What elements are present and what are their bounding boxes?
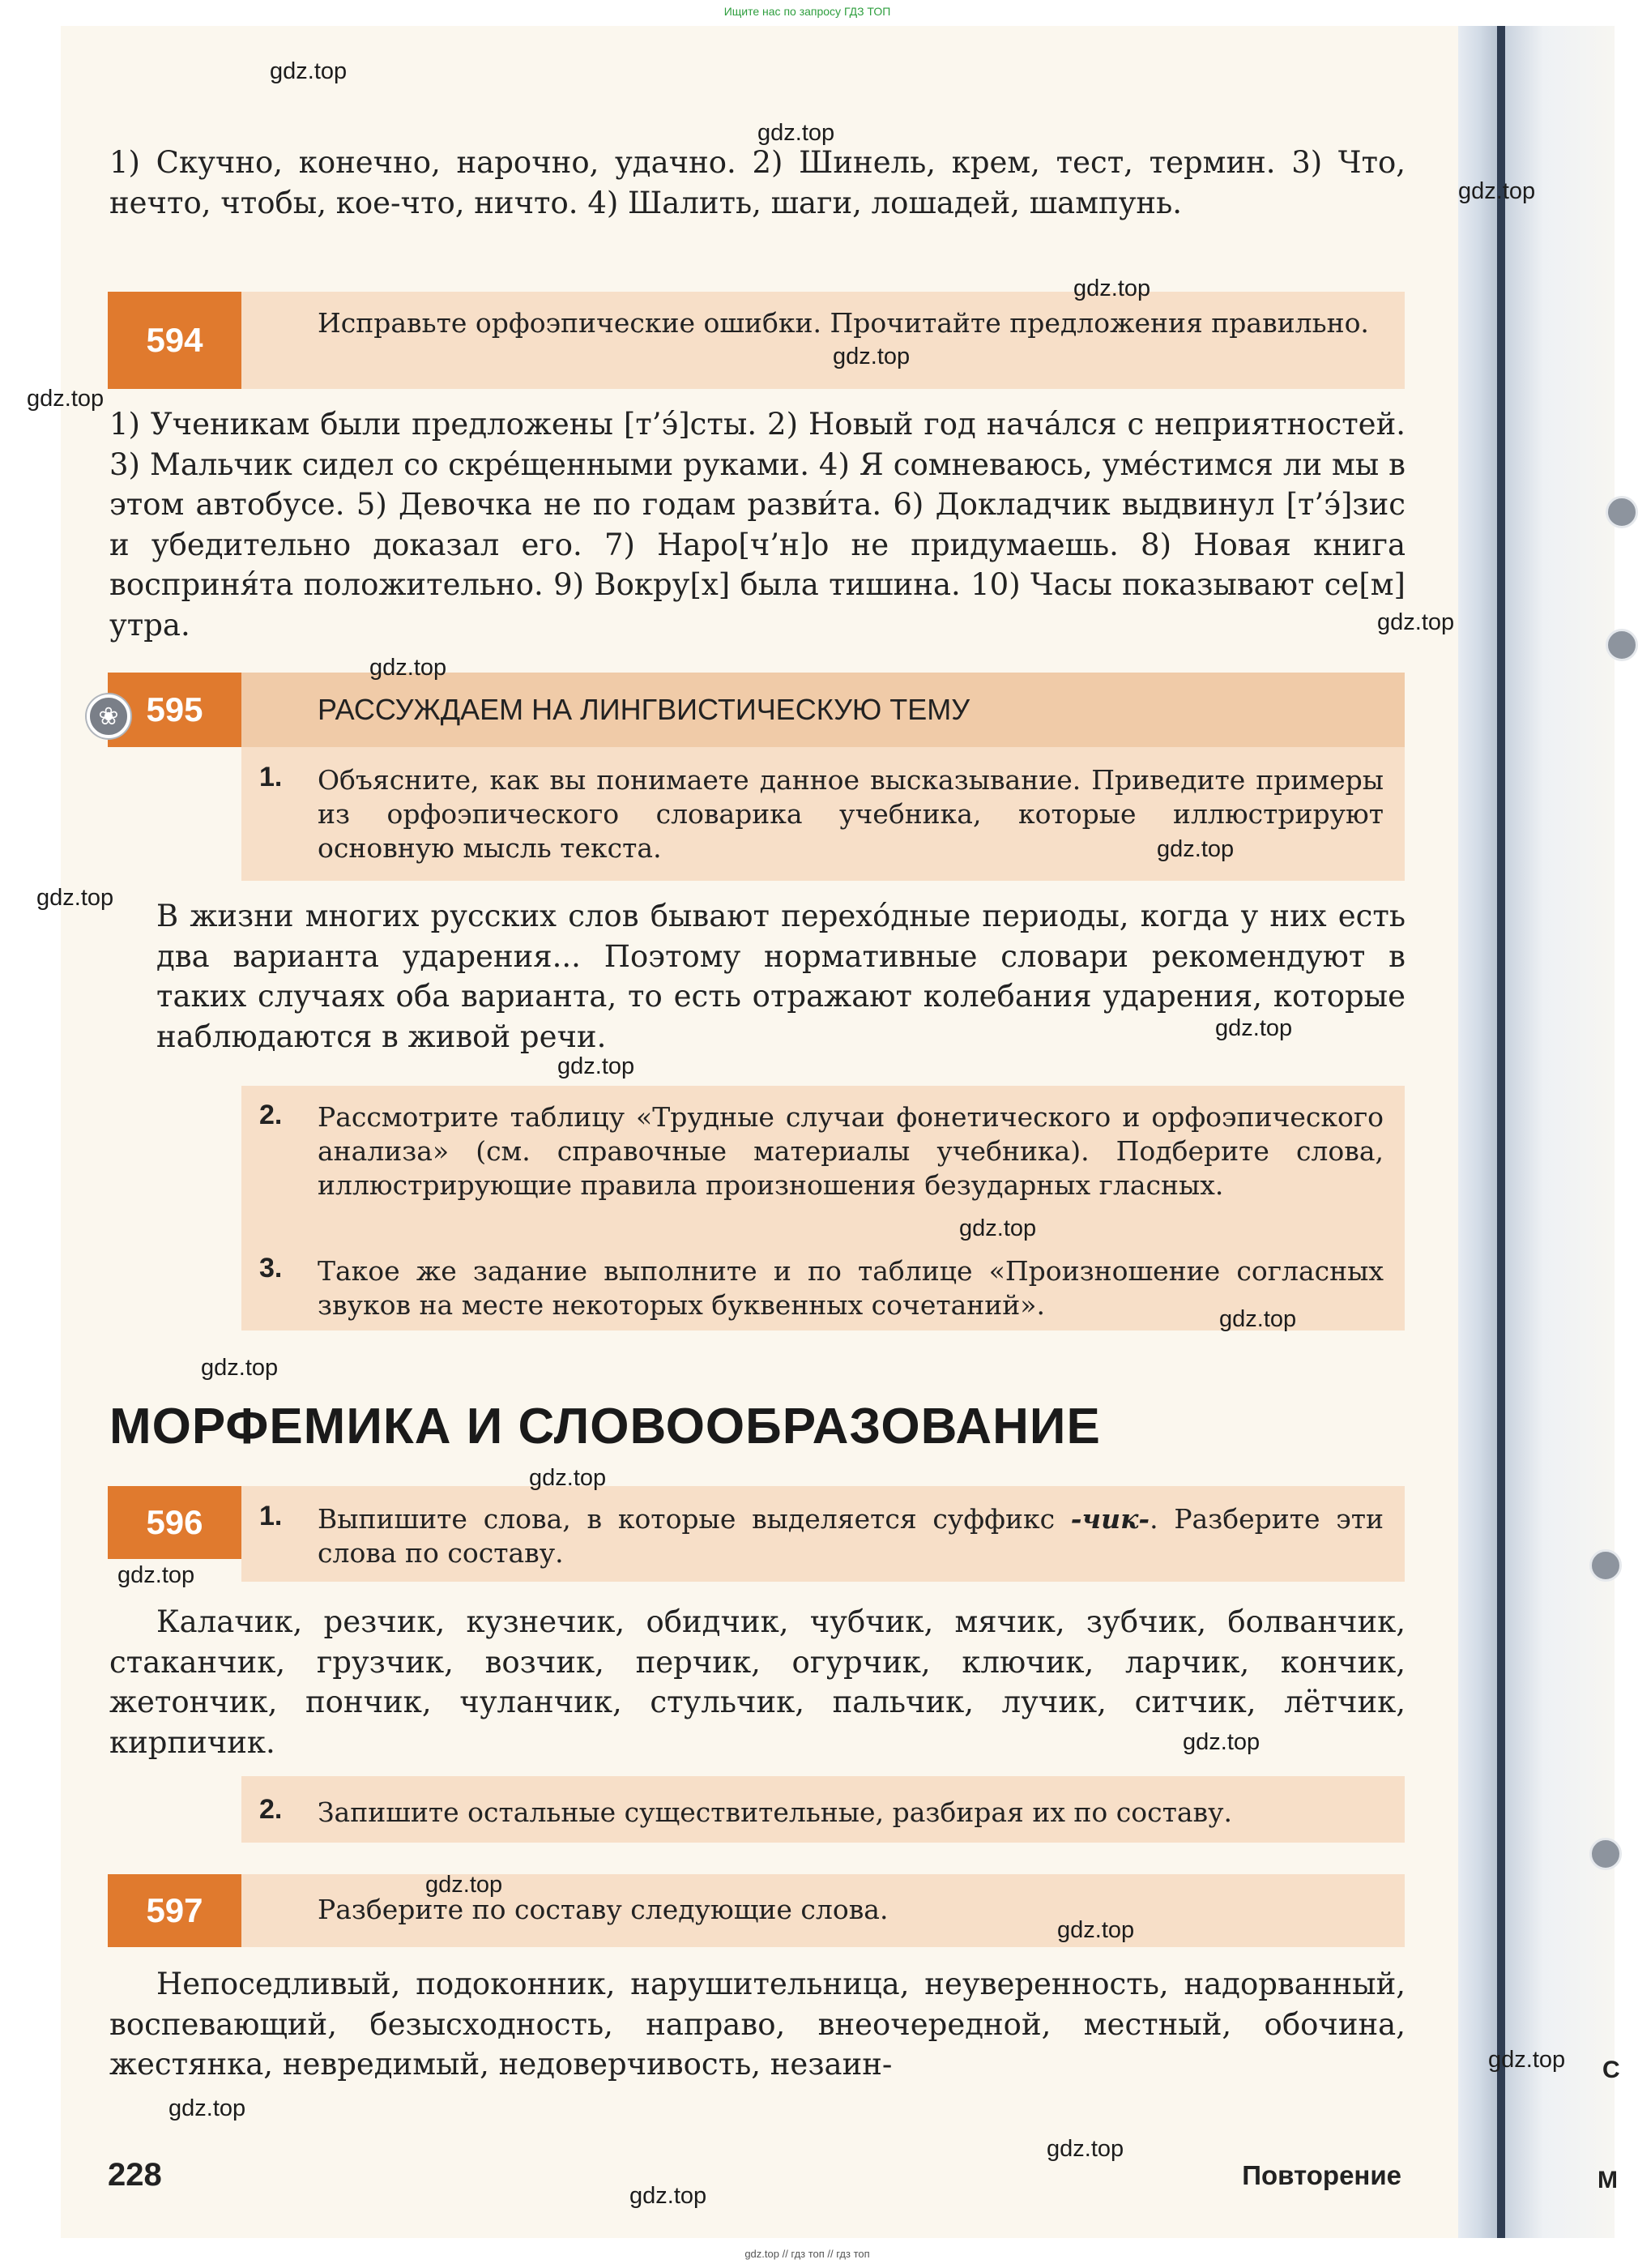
section-heading: МОРФЕМИКА И СЛОВООБРАЗОВАНИЕ — [109, 1399, 1101, 1454]
next-page-circle-icon — [1606, 629, 1638, 661]
watermark: gdz.top — [1219, 1306, 1297, 1332]
exercise-594-instruction: Исправьте орфоэпические ошибки. Прочитайте предложения правильно. — [318, 307, 1369, 339]
suffix-chik: -чик- — [1070, 1503, 1150, 1535]
exercise-596-number: 596 — [108, 1486, 241, 1559]
book-spine-edge — [1497, 26, 1505, 2238]
top-note: Ищите нас по запросу ГДЗ ТОП — [723, 5, 891, 18]
exercise-595-q2: Рассмотрите таблицу «Трудные случаи фонетического и орфоэпического анализа» (см. справочные материалы учебника). Подберите слова, иллюстрирующие правила произношения безударных гласных. — [318, 1101, 1384, 1201]
flower-icon: ❀ — [87, 694, 130, 738]
exercise-594-number: 594 — [108, 292, 241, 389]
exercise-596-q1-number: 1. — [259, 1501, 283, 1531]
exercise-595-q1: Объясните, как вы понимаете данное высказывание. Приведите примеры из орфоэпического словарика учебника, которые иллюстрируют основную мысль текста. — [318, 764, 1384, 864]
next-page-circle-icon — [1589, 1549, 1622, 1582]
exercise-596-words: Калачик, резчик, кузнечик, обидчик, чубчик, мячик, зубчик, болванчик, стаканчик, грузчик, возчик, перчик, огурчик, ключик, ларчик, кончик, жетончик, пончик, чуланчик, стульчик, пальчик, лучик, ситчик, лётчик, кирпичик. — [109, 1604, 1406, 1760]
watermark: gdz.top — [1057, 1917, 1135, 1943]
exercise-596-q1 — [318, 1502, 1384, 1570]
watermark: gdz.top — [168, 2095, 246, 2121]
exercise-597-words: Непоседливый, подоконник, нарушительница, неуверенность, надорванный, воспевающий, безысходность, направо, внеочередной, местный, обочина, жестянка, невредимый, недоверчивость, незаин- — [109, 1967, 1406, 2082]
next-page-circle-icon — [1606, 496, 1638, 528]
watermark: gdz.top — [959, 1215, 1037, 1241]
footer-section-title: Повторение — [1242, 2160, 1401, 2190]
watermark: gdz.top — [529, 1465, 607, 1491]
watermark: gdz.top — [117, 1562, 195, 1588]
exercise-594-text: 1) Ученикам были предложены [т’э́]сты. 2) Новый год нача́лся с неприятностей. 3) Мальчик сидел со скре́щенными руками. 4) Я сомневаюсь, уме́стимся ли мы в этом автобусе. 5) Девочка не по годам разви́та. 6) Докладчик выдвинул [т’э́]зис и убедительно доказал его. 7) Наро[ч’н]о не придумаешь. 8) Новая книга восприня́та положительно. 9) Вокру[х] была тишина. 10) Часы показывают се[м] утра. — [109, 407, 1406, 643]
exercise-595-q2-number: 2. — [259, 1100, 283, 1130]
watermark: gdz.top — [1488, 2047, 1566, 2073]
page-number: 228 — [108, 2157, 162, 2193]
next-page-char: М — [1597, 2167, 1618, 2193]
watermark: gdz.top — [270, 58, 348, 84]
watermark: gdz.top — [1157, 836, 1235, 862]
watermark: gdz.top — [369, 655, 447, 681]
watermark: gdz.top — [1183, 1729, 1260, 1755]
exercise-595-q3: Такое же задание выполните и по таблице «Произношение согласных звуков на месте некоторых буквенных сочетаний». — [318, 1255, 1384, 1321]
exercise-593-text: 1) Скучно, конечно, нарочно, удачно. 2) Шинель, крем, тест, термин. 3) Что, нечто, чтобы, кое-что, ничто. 4) Шалить, шаги, лошадей, шампунь. — [109, 145, 1406, 220]
watermark: gdz.top — [1377, 609, 1455, 635]
exercise-595-q3-number: 3. — [259, 1253, 283, 1283]
exercise-596-q2-number: 2. — [259, 1794, 283, 1825]
watermark: gdz.top — [833, 344, 911, 369]
watermark: gdz.top — [629, 2183, 707, 2209]
next-page-circle-icon — [1589, 1838, 1622, 1870]
watermark: gdz.top — [1215, 1015, 1293, 1041]
exercise-595-q1-number: 1. — [259, 762, 283, 792]
exercise-596-q1-part2: . Разберите эти слова по составу. — [318, 1503, 1384, 1569]
watermark: gdz.top — [557, 1053, 635, 1079]
book-spine — [1458, 26, 1497, 2238]
exercise-597-number: 597 — [108, 1874, 241, 1947]
watermark: gdz.top — [201, 1355, 279, 1381]
watermark: gdz.top — [36, 885, 114, 911]
exercise-597-instruction: Разберите по составу следующие слова. — [318, 1894, 889, 1925]
exercise-596-q1-part1: Выпишите слова, в которые выделяется суффикс — [318, 1503, 1071, 1535]
bottom-note: gdz.top // гдз топ // гдз топ — [744, 2248, 870, 2260]
watermark: gdz.top — [425, 1872, 503, 1898]
next-page-char: С — [1602, 2057, 1620, 2083]
next-page-edge — [1505, 26, 1615, 2238]
exercise-595-number: 595 — [108, 673, 241, 747]
watermark: gdz.top — [757, 120, 835, 146]
watermark: gdz.top — [27, 386, 105, 412]
exercise-596-q2: Запишите остальные существительные, разбирая их по составу. — [318, 1796, 1233, 1828]
watermark: gdz.top — [1458, 178, 1536, 204]
exercise-595-rubric: РАССУЖДАЕМ НА ЛИНГВИСТИЧЕСКУЮ ТЕМУ — [318, 693, 970, 726]
watermark: gdz.top — [1047, 2136, 1124, 2162]
exercise-595-quote: В жизни многих русских слов бывают перехо́дные периоды, когда у них есть два варианта ударения... Поэтому нормативные словари рекомендуют в таких случаях оба варианта, то есть отражают колебания ударения, которые наблюдаются в живой речи. — [156, 899, 1406, 1054]
watermark: gdz.top — [1073, 275, 1151, 301]
